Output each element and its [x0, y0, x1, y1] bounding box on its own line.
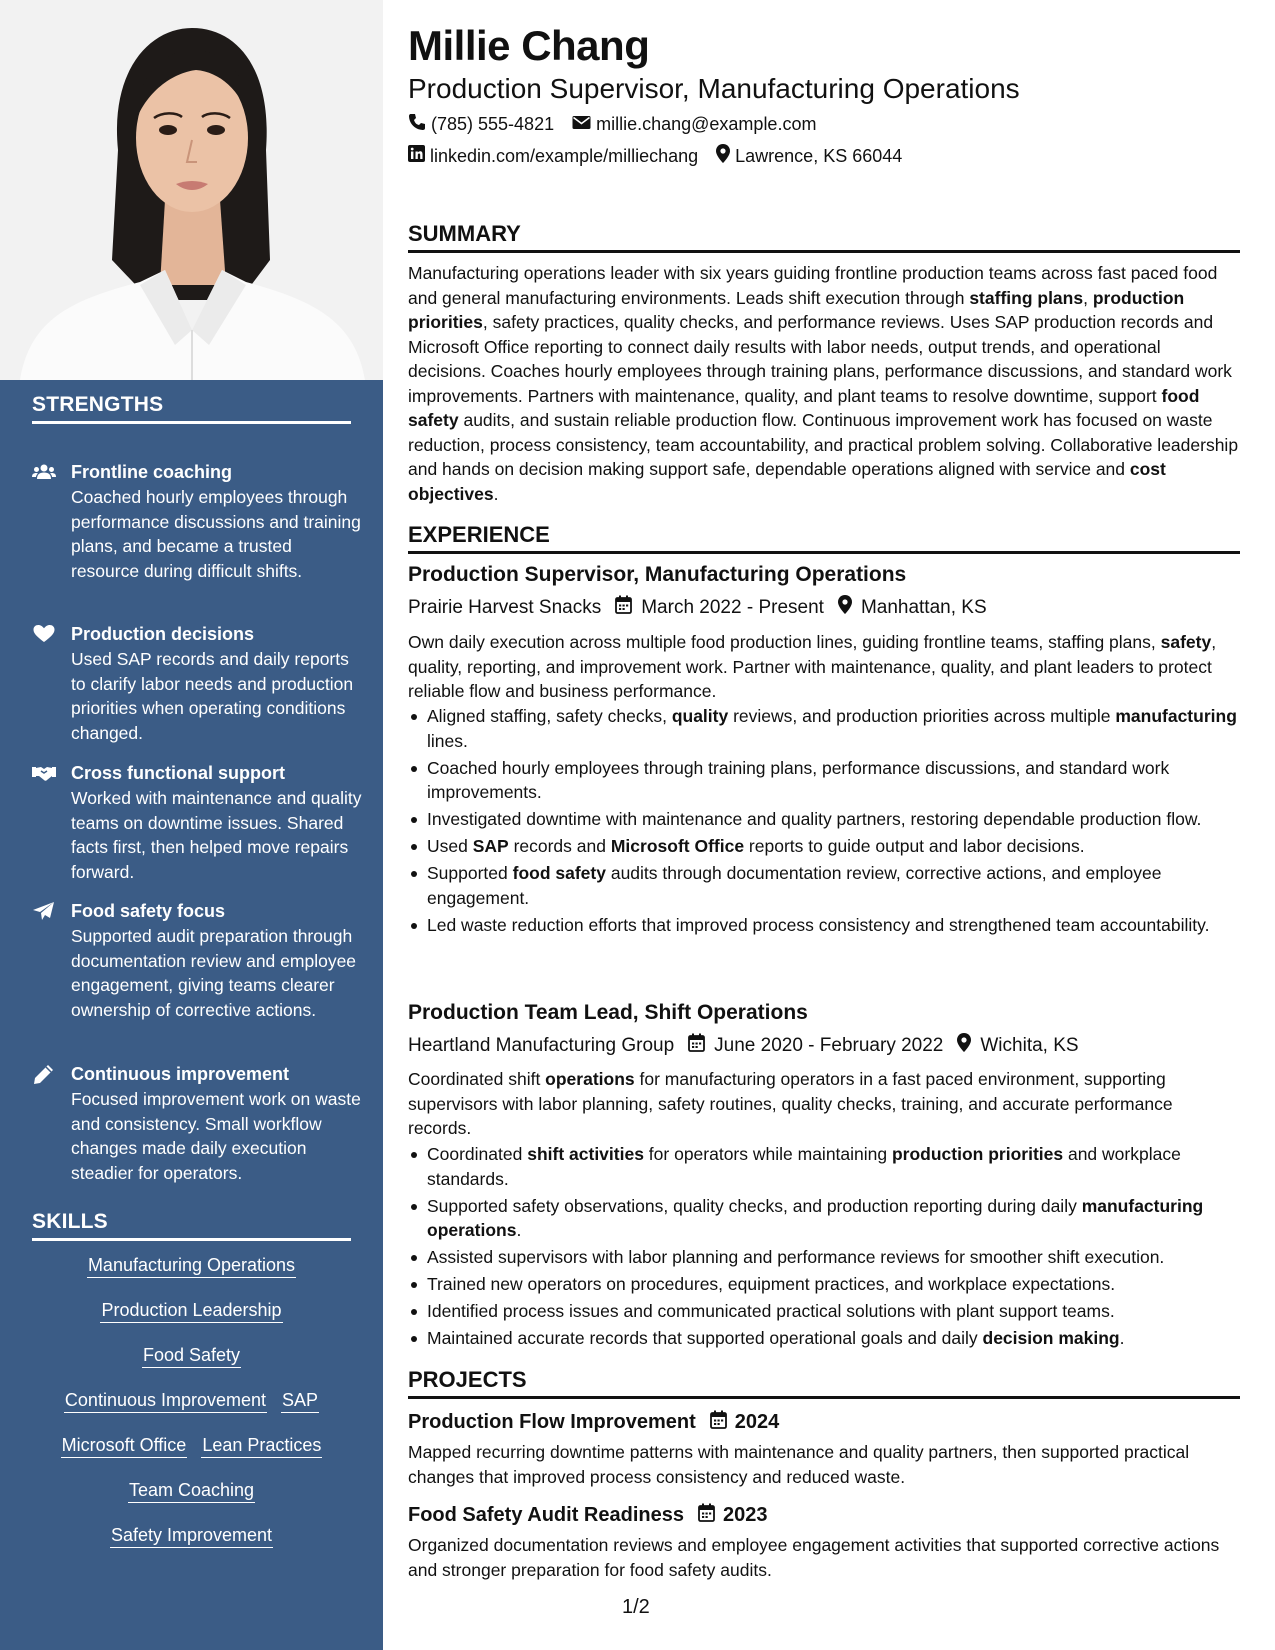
phone-text: (785) 555-4821 [431, 114, 555, 134]
list-item: Coached hourly employees through training plans, performance discussions, and standard work improvements. [427, 756, 1259, 805]
profile-photo [0, 0, 383, 380]
heart-icon [32, 624, 56, 644]
job-intro: Coordinated shift operations for manufacturing operators in a fast paced environment, supporting supervisors with labor planning, safety routines, quality checks, training, and accurate performance records. [408, 1069, 1173, 1138]
strength-description: Supported audit preparation through documentation review and employee engagement, giving teams clearer ownership of corrective actions. [71, 926, 357, 1020]
skill-tag: Continuous Improvement [64, 1388, 267, 1413]
strength-item-continuous-improvement [32, 1062, 362, 1185]
project-description: Organized documentation reviews and employee engagement activities that supported corrective actions and stronger preparation for food safety audits. [408, 1535, 1220, 1580]
list-item: Used SAP records and Microsoft Office reports to guide output and labor decisions. [427, 834, 1259, 859]
list-item: Assisted supervisors with labor planning and performance reviews for smoother shift execution. [427, 1245, 1259, 1270]
job-dates: March 2022 - Present [615, 595, 824, 620]
location-contact [716, 144, 902, 168]
skills-heading: SKILLS [32, 1210, 351, 1241]
phone-icon [408, 113, 431, 136]
map-pin-icon [957, 1033, 980, 1058]
strength-description: Used SAP records and daily reports to clarify labor needs and production priorities when operating conditions changed. [71, 649, 354, 743]
paper-plane-icon [32, 901, 56, 921]
users-icon [32, 462, 56, 482]
list-item: Led waste reduction efforts that improved process consistency and strengthened team accountability. [427, 913, 1259, 938]
projects-heading: PROJECTS [408, 1367, 1240, 1399]
strength-title: Food safety focus [71, 901, 226, 921]
company-name: Heartland Manufacturing Group [408, 1034, 675, 1056]
pencil-icon [32, 1064, 56, 1084]
project-year: 2023 [698, 1503, 768, 1528]
linkedin-link[interactable]: linkedin.com/example/milliechang [430, 145, 699, 166]
candidate-headline: Production Supervisor, Manufacturing Operations [408, 73, 1020, 104]
job-meta [408, 1033, 1093, 1058]
list-item: Trained new operators on procedures, equipment practices, and workplace expectations. [427, 1272, 1259, 1297]
strength-item-cross-functional-support [32, 761, 362, 884]
envelope-icon [572, 114, 596, 135]
strength-item-production-decisions [32, 622, 362, 745]
linkedin-icon [408, 145, 430, 167]
map-pin-icon [838, 595, 861, 620]
email-link[interactable]: millie.chang@example.com [596, 114, 817, 134]
calendar-icon [698, 1503, 723, 1528]
job-intro: Own daily execution across multiple food production lines, guiding frontline teams, staffing plans, safety, quality, reporting, and improvement work. Partner with maintenance, quality, and plant leaders to protect reliable flow and business performance. [408, 632, 1217, 701]
summary-heading: SUMMARY [408, 221, 1240, 253]
contact-row-1 [408, 113, 834, 136]
job-bullets [408, 704, 1259, 940]
list-item: Maintained accurate records that supported operational goals and daily decision making. [427, 1326, 1259, 1351]
list-item: Coordinated shift activities for operators while maintaining production priorities and workplace standards. [427, 1142, 1259, 1191]
skill-tag: Safety Improvement [110, 1523, 273, 1548]
company-name: Prairie Harvest Snacks [408, 596, 602, 618]
strength-item-frontline-coaching [32, 460, 362, 583]
strength-description: Worked with maintenance and quality teams on downtime issues. Shared facts first, then helped move repairs forward. [71, 788, 362, 882]
list-item: Supported safety observations, quality checks, and production reporting during daily manufacturing operations. [427, 1194, 1259, 1243]
sidebar [0, 0, 383, 1650]
skill-tag: Production Leadership [100, 1298, 282, 1323]
job-location: Manhattan, KS [838, 595, 987, 620]
candidate-name: Millie Chang [408, 22, 650, 69]
job-meta [408, 595, 1001, 620]
skills-list [32, 1252, 351, 1567]
strengths-heading: STRENGTHS [32, 393, 351, 424]
job-bullets [408, 1142, 1259, 1353]
skill-tag: Lean Practices [201, 1433, 322, 1458]
skill-tag: Manufacturing Operations [87, 1253, 296, 1278]
list-item: Aligned staffing, safety checks, quality reviews, and production priorities across multiple manufacturing lines. [427, 704, 1259, 753]
project-title: Production Flow Improvement 2024 [408, 1411, 780, 1433]
list-item: Investigated downtime with maintenance and quality partners, restoring dependable production flow. [427, 807, 1259, 832]
strength-title: Frontline coaching [71, 462, 233, 482]
job-dates: June 2020 - February 2022 [688, 1033, 943, 1058]
list-item: Identified process issues and communicated practical solutions with plant support teams. [427, 1299, 1259, 1324]
skill-tag: Food Safety [142, 1343, 241, 1368]
skill-tag: SAP [281, 1388, 319, 1413]
handshake-icon [32, 763, 56, 783]
strength-title: Continuous improvement [71, 1064, 290, 1084]
job-title: Production Supervisor, Manufacturing Operations [408, 563, 907, 586]
job-title: Production Team Lead, Shift Operations [408, 1001, 808, 1024]
skill-tag: Team Coaching [128, 1478, 255, 1503]
strength-description: Coached hourly employees through performance discussions and training plans, and became a trusted resource during difficult shifts. [71, 487, 361, 581]
project-title: Food Safety Audit Readiness 2023 [408, 1504, 768, 1526]
strength-title: Production decisions [71, 624, 255, 644]
summary-text: Manufacturing operations leader with six years guiding frontline production teams across fast paced food and general manufacturing environments. Leads shift execution through staffing plans, production priorities, safety practices, quality checks, and performance reviews. Uses SAP production records and Microsoft Office reporting to connect daily results with labor needs, output trends, and operational decisions. Coaches hourly employees through training plans, performance discussions, and standard work improvements. Partners with maintenance, quality, and plant teams to resolve downtime, support food safety audits, and sustain reliable production flow. Continuous improvement work has focused on waste reduction, process consistency, team accountability, and practical problem solving. Collaborative leadership and hands on decision making support safe, dependable operations aligned with service and cost objectives. [408, 263, 1239, 504]
location-text: Lawrence, KS 66044 [735, 145, 903, 166]
linkedin-contact[interactable] [408, 145, 698, 167]
contact-row-2 [408, 144, 920, 168]
map-pin-icon [716, 144, 735, 168]
calendar-icon [615, 595, 641, 620]
list-item: Supported food safety audits through documentation review, corrective actions, and employee engagement. [427, 861, 1259, 910]
strength-description: Focused improvement work on waste and consistency. Small workflow changes made daily execution steadier for operators. [71, 1089, 361, 1183]
email-contact[interactable] [572, 114, 816, 135]
calendar-icon [710, 1410, 735, 1435]
strength-item-food-safety-focus [32, 899, 362, 1022]
strength-title: Cross functional support [71, 763, 286, 783]
project-description: Mapped recurring downtime patterns with maintenance and quality partners, then supported practical changes that improved process consistency and reduced waste. [408, 1442, 1190, 1487]
job-location: Wichita, KS [957, 1033, 1078, 1058]
calendar-icon [688, 1033, 714, 1058]
phone-contact [408, 113, 554, 136]
page-number: 1/2 [622, 1596, 650, 1618]
project-year: 2024 [710, 1410, 780, 1435]
skill-tag: Microsoft Office [61, 1433, 188, 1458]
experience-heading: EXPERIENCE [408, 522, 1240, 554]
